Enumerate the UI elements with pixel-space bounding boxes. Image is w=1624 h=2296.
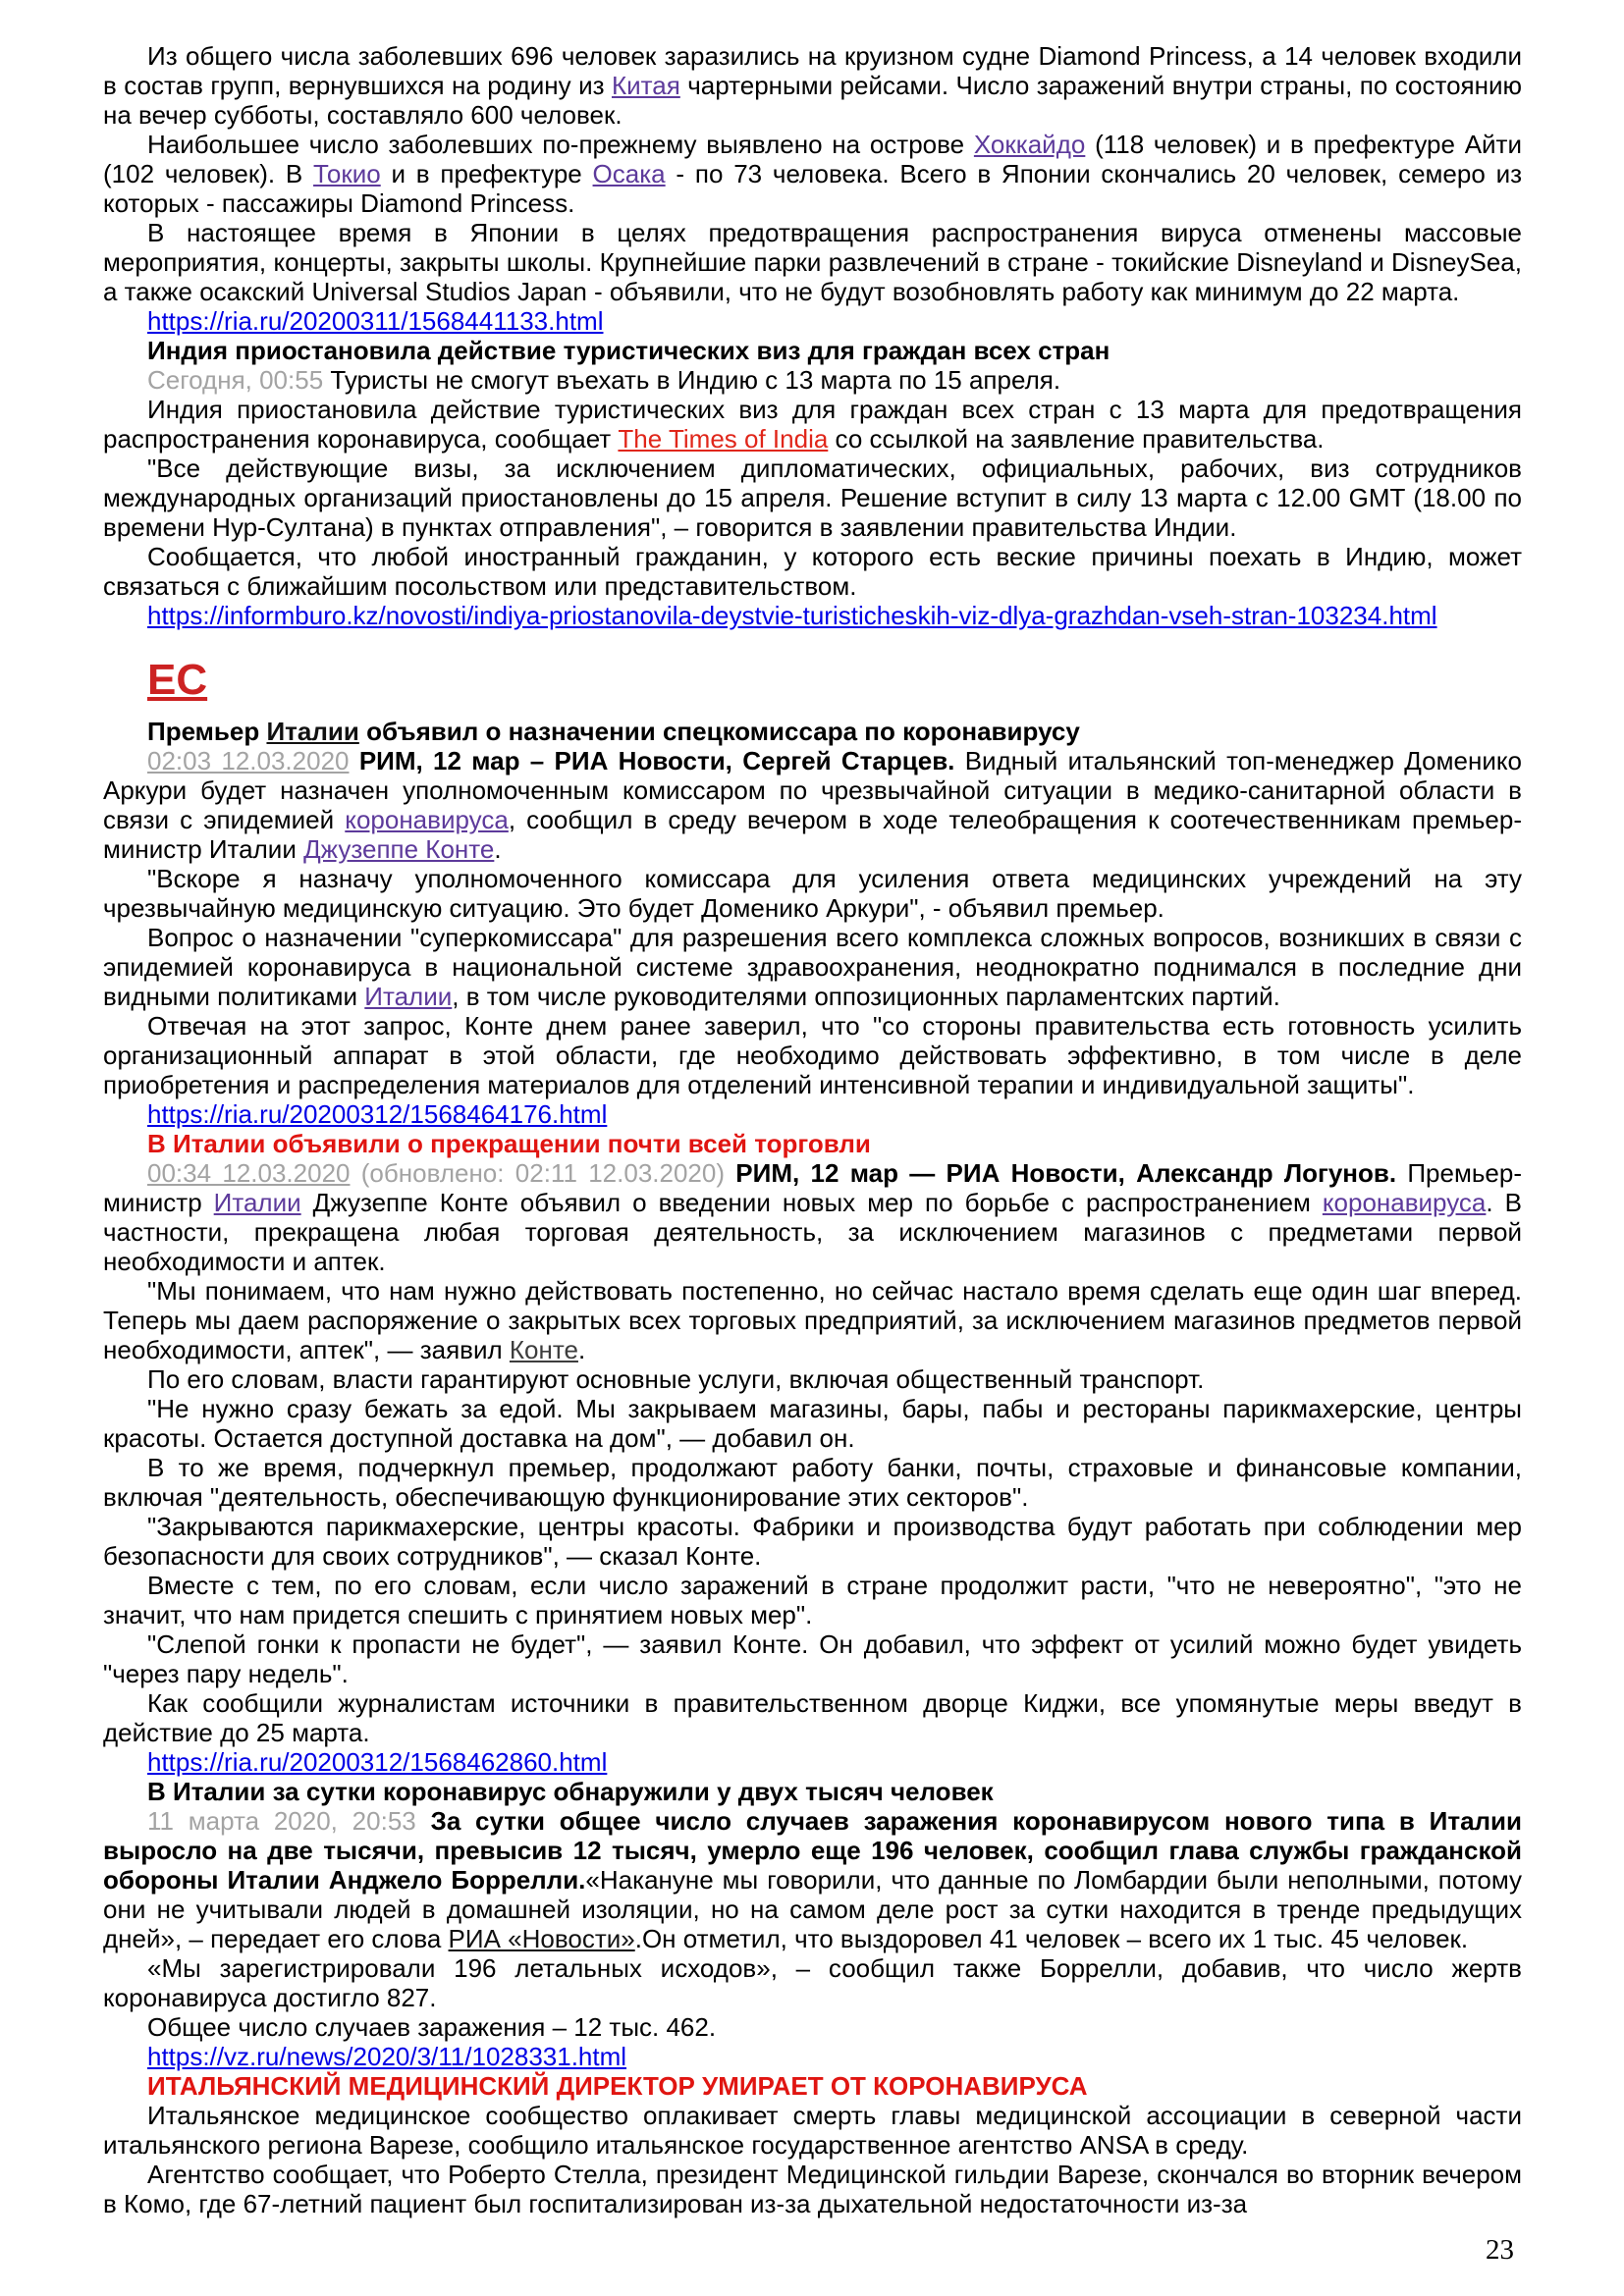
inline-link[interactable]: Токио [313,159,381,188]
text-run: , сообщил в среду вечером в ходе телеобращения к соотечественникам премьер-министр Италии [103,805,1522,864]
text-run: Премьер [147,717,267,746]
inline-link[interactable]: Италии [266,717,359,746]
paragraph [103,542,1522,601]
inline-link[interactable]: Конте [509,1335,578,1364]
paragraph [103,1453,1522,1512]
text-run: . В частности, прекращена любая торговая деятельность, за исключением магазинов с предметами первой необходимости и аптек. [103,1188,1522,1276]
article-heading [103,717,1522,746]
text-run: В Италии объявили о прекращении почти всей торговли [147,1129,871,1158]
article-url-link[interactable]: https://ria.ru/20200311/1568441133.html [147,306,604,336]
paragraph [103,1688,1522,1747]
text-run: За сутки общее число случаев заражения коронавирусом нового типа в Италии выросло на две тысячи, превысив 12 тысяч, умерло еще 196 человек, сообщил глава службы гражданской обороны Италии Анджело Боррелли. [103,1806,1523,1895]
text-run: В настоящее время в Японии в целях предотвращения распространения вируса отменены массовые мероприятия, концерты, закрыты школы. Крупнейшие парки развлечений в стране - токийские Disneyland и DisneySea, а также осакский Universal Studios Japan - объявили, что не будут возобновлять работу как минимум до 22 марта. [103,218,1522,306]
text-run: Индия приостановила действие туристических виз для граждан всех стран [147,336,1110,365]
text-run: В Италии за сутки коронавирус обнаружили у двух тысяч человек [147,1777,994,1806]
text-run: Видный итальянский топ-менеджер Доменико Аркури будет назначен уполномоченным комиссаром по чрезвычайной ситуации в медико-санитарной области в связи с эпидемией [103,746,1522,834]
paragraph [103,41,1522,130]
paragraph [103,1512,1522,1571]
article-url-line [103,2042,1522,2071]
text-run: ИТАЛЬЯНСКИЙ МЕДИЦИНСКИЙ ДИРЕКТОР УМИРАЕТ ОТ КОРОНАВИРУСА [147,2071,1088,2101]
text-run: - по 73 человека. Всего в Японии скончались 20 человек, семеро из которых - пассажиры Diamond Princess. [103,159,1523,218]
paragraph [103,130,1522,218]
text-run: .Он отметил, что выздоровел 41 человек – всего их 1 тыс. 45 человек. [634,1924,1469,1953]
text-run: Общее число случаев заражения – 12 тыс. 462. [147,2012,717,2042]
paragraph [103,1011,1522,1099]
text-run: Джузеппе Конте объявил о введении новых мер по борьбе с распространением [300,1188,1323,1217]
text-run: В то же время, подчеркнул премьер, продолжают работу банки, почты, страховые и финансовые компании, включая "деятельность, обеспечивающую функционирование этих секторов". [103,1453,1522,1512]
text-run: чартерными рейсами. Число заражений внутри страны, по состоянию на вечер субботы, составляло 600 человек. [103,71,1523,130]
text-run: РИМ, 12 мар — РИА Новости, Александр Логунов. [735,1158,1397,1188]
text-run: "Закрываются парикмахерские, центры красоты. Фабрики и производства будут работать при соблюдении мер безопасности для своих сотрудников", — сказал Конте. [103,1512,1522,1571]
paragraph [103,2160,1522,2218]
inline-link[interactable]: Хоккайдо [973,130,1086,159]
article-heading [103,336,1522,365]
paragraph [103,1364,1522,1394]
text-run: Отвечая на этот запрос, Конте днем ранее заверил, что "со стороны правительства есть готовность усилить организационный аппарат в этой области, где необходимо действовать эффективно, в том числе в деле приобретения и распределения материалов для отделений интенсивной терапии и индивидуальной защиты". [103,1011,1522,1099]
text-run: ЕС [147,656,208,704]
text-run: Вместе с тем, по его словам, если число заражений в стране продолжит расти, "что не невероятно", "это не значит, что нам придется спешить с принятием новых мер". [103,1571,1522,1629]
text-run: объявил о назначении спецкомиссара по коронавирусу [358,717,1080,746]
inline-link[interactable]: РИА «Новости» [448,1924,635,1953]
article-url-link[interactable]: https://informburo.kz/novosti/indiya-priostanovila-deystvie-turisticheskih-viz-dlya-grazhdan-vseh-stran-103234.html [147,601,1437,630]
text-run: "Мы понимаем, что нам нужно действовать постепенно, но сейчас настало время сделать еще один шаг вперед. Теперь мы даем распоряжение о закрытых всех торговых предприятий, за исключением магазинов предметов первой необходимости, аптек", — заявил [103,1276,1522,1364]
text-run: "Все действующие визы, за исключением дипломатических, официальных, рабочих, виз сотрудников международных организаций приостановлены до 15 апреля. Решение вступит в силу 13 марта с 12.00 GMT (18.00 по времени Нур-Султана) в пунктах отправления", – говорится в заявлении правительства Индии. [103,454,1522,542]
text-run: "Не нужно сразу бежать за едой. Мы закрываем магазины, бары, пабы и рестораны парикмахерские, центры красоты. Остается доступной доставка на дом", — добавил он. [103,1394,1522,1453]
text-run: Туристы не смогут въехать в Индию с 13 марта по 15 апреля. [330,365,1061,395]
paragraph [103,218,1522,306]
document-body [103,41,1522,2218]
text-run: Агентство сообщает, что Роберто Стелла, президент Медицинской гильдии Варезе, скончался во вторник вечером в Комо, где 67-летний пациент был госпитализирован из-за дыхательной недостаточности из-за [103,2160,1522,2218]
inline-link[interactable]: Италии [213,1188,301,1217]
text-run: Итальянское медицинское сообщество оплакивает смерть главы медицинской ассоциации в северной части итальянского региона Варезе, сообщило итальянское государственное агентство ANSA в среду. [103,2101,1522,2160]
article-url-line [103,1099,1522,1129]
text-run: "Вскоре я назначу уполномоченного комиссара для усиления ответа медицинских учреждений на эту чрезвычайную медицинскую ситуацию. Это будет Доменико Аркури", - объявил премьер. [103,864,1522,923]
text-run: Наибольшее число заболевших по-прежнему выявлено на острове [147,130,974,159]
section-title [103,656,1522,705]
text-run: Из общего числа заболевших 696 человек заразились на круизном судне Diamond Princess, а 14 человек входили в состав групп, вернувшихся на родину из [103,41,1522,100]
text-run: "Слепой гонки к пропасти не будет", — заявил Конте. Он добавил, что эффект от усилий можно будет увидеть "через пару недель". [103,1629,1522,1688]
inline-link[interactable]: 00:34 12.03.2020 [147,1158,351,1188]
paragraph [103,1571,1522,1629]
text-run: и в префектуре [380,159,593,188]
paragraph [103,746,1522,864]
paragraph [103,1629,1522,1688]
paragraph [103,1394,1522,1453]
paragraph [103,1158,1522,1276]
text-run: . [494,834,502,864]
article-heading [103,1129,1522,1158]
text-run: «Мы зарегистрировали 196 летальных исходов», – сообщил также Боррелли, добавив, что число жертв коронавируса достигло 827. [103,1953,1522,2012]
article-url-line [103,1747,1522,1777]
text-run: 11 марта 2020, 20:53 [147,1806,431,1836]
inline-link[interactable]: Италии [364,982,453,1011]
text-run: , в том числе руководителями оппозиционных парламентских партий. [452,982,1280,1011]
inline-link[interactable]: коронавируса [345,805,509,834]
article-heading [103,2071,1522,2101]
text-run: Вопрос о назначении "суперкомиссара" для разрешения всего комплекса сложных вопросов, возникших в связи с эпидемией коронавируса в национальной системе здравоохранения, неоднократно поднимался в последние дни видными политиками [103,923,1522,1011]
paragraph [103,1953,1522,2012]
text-run: . [577,1335,586,1364]
text-run: РИМ, 12 мар – РИА Новости, Сергей Старцев. [358,746,955,775]
inline-link[interactable]: Китая [611,71,680,100]
text-run: Индия приостановила действие туристических виз для граждан всех стран с 13 марта для предотвращения распространения коронавируса, сообщает [103,395,1522,454]
text-run: «Накануне мы говорили, что данные по Ломбардии были неполными, потому они не учитывали людей в домашней изоляции, но на самом деле рост за сутки находится в тренде предыдущих дней», – передает его слова [103,1865,1522,1953]
paragraph [103,2101,1522,2160]
paragraph [103,1806,1522,1953]
text-run: Как сообщили журналистам источники в правительственном дворце Киджи, все упомянутые меры введут в действие до 25 марта. [103,1688,1522,1747]
article-url-line [103,601,1522,630]
article-url-link[interactable]: https://vz.ru/news/2020/3/11/1028331.html [147,2042,627,2071]
inline-link[interactable]: коронавируса [1322,1188,1487,1217]
text-run: Сообщается, что любой иностранный гражданин, у которого есть веские причины поехать в Индию, может связаться с ближайшим посольством или представительством. [103,542,1522,601]
inline-link[interactable]: Джузеппе Конте [303,834,495,864]
inline-link[interactable]: Осака [592,159,666,188]
text-run [350,746,359,775]
text-run: (118 человек) и в префектуре Айти (102 человек). В [103,130,1522,188]
article-url-line [103,306,1522,336]
article-heading [103,1777,1522,1806]
paragraph [103,395,1522,454]
text-run: со ссылкой на заявление правительства. [828,424,1325,454]
paragraph [103,923,1522,1011]
paragraph [103,1276,1522,1364]
article-url-link[interactable]: https://ria.ru/20200312/1568462860.html [147,1747,608,1777]
page-number: 23 [1486,2234,1514,2266]
text-run: Премьер-министр [103,1158,1522,1217]
paragraph [103,864,1522,923]
paragraph [103,365,1522,395]
paragraph [103,454,1522,542]
inline-link[interactable]: 02:03 12.03.2020 [147,746,350,775]
inline-link[interactable]: The Times of India [618,424,829,454]
paragraph [103,2012,1522,2042]
text-run: (обновлено: 02:11 12.03.2020) [350,1158,736,1188]
article-url-link[interactable]: https://ria.ru/20200312/1568464176.html [147,1099,608,1129]
text-run: Сегодня, 00:55 [147,365,331,395]
text-run: По его словам, власти гарантируют основные услуги, включая общественный транспорт. [147,1364,1205,1394]
